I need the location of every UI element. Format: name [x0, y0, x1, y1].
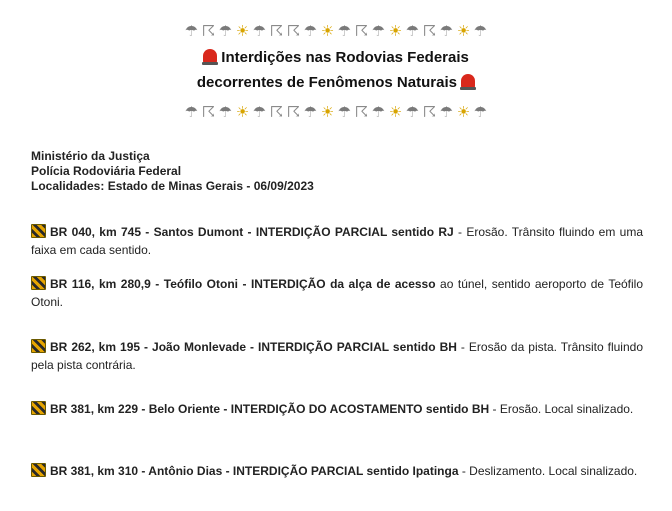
- rain-cloud-icon: ☂: [371, 103, 386, 121]
- road-barrier-icon: [31, 224, 46, 238]
- sun-cloud-icon: ☀: [456, 22, 471, 40]
- road-barrier-icon: [31, 339, 46, 353]
- entry-detail: - Erosão. Trânsito fluindo em uma faixa em cada sentido.: [31, 225, 644, 257]
- thunder-cloud-icon: ☈: [286, 103, 301, 121]
- thunder-cloud-icon: ☈: [286, 22, 301, 40]
- thunder-cloud-icon: ☈: [354, 22, 369, 40]
- sun-cloud-icon: ☀: [235, 103, 250, 121]
- entry-road: BR 381, km 310 - Antônio Dias - INTERDIÇÃO PARCIAL sentido Ipatinga: [50, 464, 459, 478]
- rain-cloud-icon: ☂: [252, 22, 267, 40]
- interdiction-entry: [31, 462, 643, 480]
- siren-icon: [461, 74, 475, 88]
- road-barrier-icon: [31, 463, 46, 477]
- thunder-cloud-icon: ☈: [422, 22, 437, 40]
- entry-road: BR 381, km 229 - Belo Oriente - INTERDIÇÃO DO ACOSTAMENTO sentido BH: [50, 402, 490, 416]
- road-barrier-icon: [31, 401, 46, 415]
- thunder-cloud-icon: ☈: [422, 103, 437, 121]
- rain-cloud-icon: ☂: [439, 22, 454, 40]
- rain-cloud-icon: ☂: [303, 103, 318, 121]
- entry-detail: ao túnel, sentido aeroporto de Teófilo Otoni.: [31, 277, 644, 309]
- thunder-cloud-icon: ☈: [269, 103, 284, 121]
- interdiction-entry: [31, 223, 643, 259]
- sun-cloud-icon: ☀: [388, 22, 403, 40]
- interdiction-entry: [31, 338, 643, 374]
- entry-detail: - Deslizamento. Local sinalizado.: [458, 464, 638, 478]
- weather-emoji-row-bottom: [0, 103, 672, 121]
- sun-cloud-icon: ☀: [235, 22, 250, 40]
- page-title-line-1: [0, 47, 672, 69]
- rain-cloud-icon: ☂: [337, 22, 352, 40]
- entry-road: BR 262, km 195 - João Monlevade - INTERDIÇÃO PARCIAL sentido BH: [50, 340, 457, 354]
- thunder-cloud-icon: ☈: [269, 22, 284, 40]
- entry-detail: - Erosão. Local sinalizado.: [489, 402, 634, 416]
- title-line-1-text: Interdições nas Rodovias Federais: [221, 49, 469, 66]
- rain-cloud-icon: ☂: [473, 22, 488, 40]
- rain-cloud-icon: ☂: [371, 22, 386, 40]
- interdiction-entry: [31, 400, 643, 418]
- sun-cloud-icon: ☀: [320, 22, 335, 40]
- interdiction-entry: [31, 275, 643, 311]
- road-barrier-icon: [31, 276, 46, 290]
- rain-cloud-icon: ☂: [184, 103, 199, 121]
- entry-detail: - Erosão da pista. Trânsito fluindo pela pista contrária.: [31, 340, 643, 372]
- locality-date: Localidades: Estado de Minas Gerais - 06/09/2023: [31, 179, 314, 193]
- sun-cloud-icon: ☀: [320, 103, 335, 121]
- rain-cloud-icon: ☂: [218, 103, 233, 121]
- rain-cloud-icon: ☂: [303, 22, 318, 40]
- siren-icon: [203, 49, 217, 63]
- entry-road: BR 116, km 280,9 - Teófilo Otoni - INTERDIÇÃO da alça de acesso: [50, 277, 436, 291]
- rain-cloud-icon: ☂: [218, 22, 233, 40]
- thunder-cloud-icon: ☈: [354, 103, 369, 121]
- document-header: [31, 149, 314, 194]
- sun-cloud-icon: ☀: [456, 103, 471, 121]
- police-name: Polícia Rodoviária Federal: [31, 164, 182, 178]
- entry-road: BR 040, km 745 - Santos Dumont - INTERDIÇÃO PARCIAL sentido RJ: [50, 225, 454, 239]
- title-line-2-text: decorrentes de Fenômenos Naturais: [196, 74, 457, 91]
- ministry-name: Ministério da Justiça: [31, 149, 150, 163]
- sun-cloud-icon: ☀: [388, 103, 403, 121]
- page-title-line-2: [0, 72, 672, 94]
- rain-cloud-icon: ☂: [337, 103, 352, 121]
- rain-cloud-icon: ☂: [439, 103, 454, 121]
- thunder-cloud-icon: ☈: [201, 103, 216, 121]
- rain-cloud-icon: ☂: [405, 103, 420, 121]
- weather-emoji-row-top: [0, 22, 672, 40]
- thunder-cloud-icon: ☈: [201, 22, 216, 40]
- rain-cloud-icon: ☂: [184, 22, 199, 40]
- rain-cloud-icon: ☂: [252, 103, 267, 121]
- rain-cloud-icon: ☂: [405, 22, 420, 40]
- rain-cloud-icon: ☂: [473, 103, 488, 121]
